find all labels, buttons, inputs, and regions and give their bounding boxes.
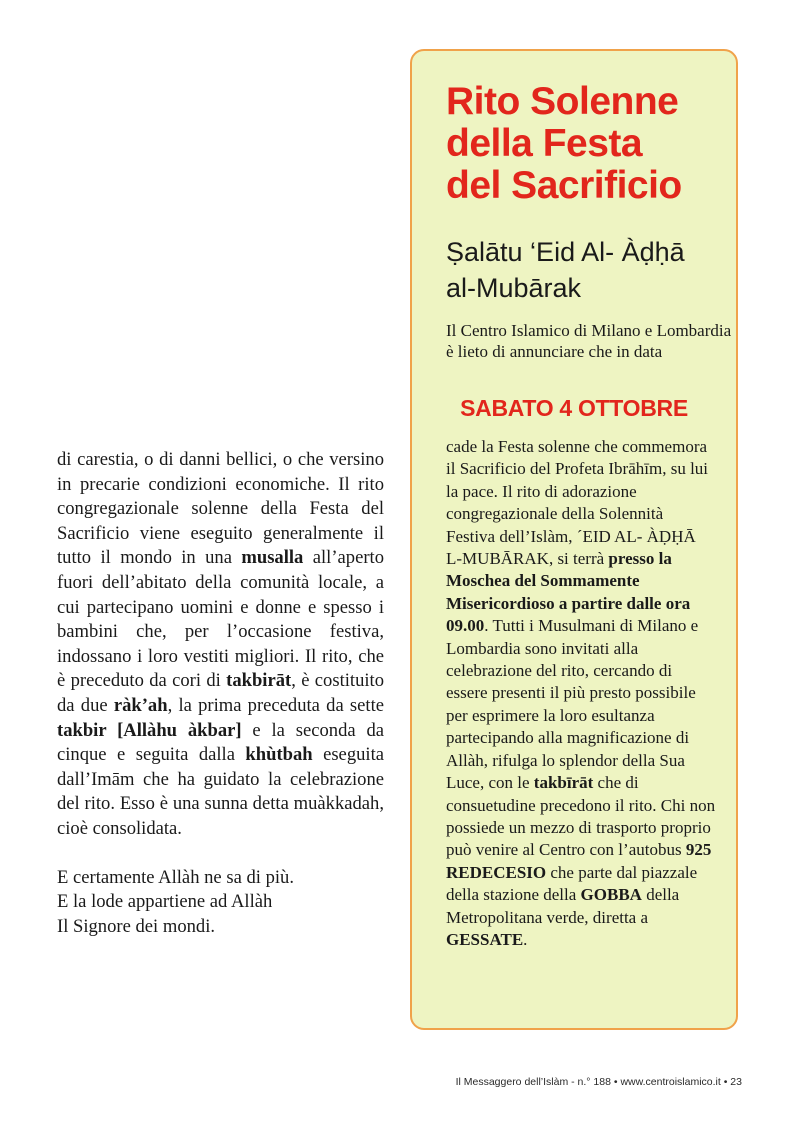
announcement-date: SABATO 4 OTTOBRE bbox=[460, 395, 688, 421]
announcement-intro: Il Centro Islamico di Milano e Lombardia è lieto di annunciare che in data bbox=[446, 321, 732, 361]
page-footer: Il Messaggero dell’Islàm - n.° 188 • www.centroislamico.it • 23 bbox=[455, 1076, 742, 1088]
closing-line-3: Il Signore dei mondi. bbox=[57, 915, 216, 937]
article-paragraph: di carestia, o di danni bellici, o che versino in precarie condizioni economiche. Il rito congregazionale solenne della Festa del Sacrificio viene eseguito generalmente il tutto il mondo in una musalla all’aperto fuori dell’abitato della comunità locale, a cui partecipano uomini e donne e spesso i bambini che, per l’occasione festiva, indossano i loro vestiti migliori. Il rito, che è preceduto da cori di takbirāt, è costituito da due ràk’ah, la prima preceduta da sette takbir [Allàhu àkbar] e la seconda da cinque e seguita dalla khùtbah eseguita dall’Imām che ha guidato la celebrazione del rito. Esso è una sunna detta muàkkadah, cioè consolidata. bbox=[57, 449, 385, 839]
closing-line-1: E certamente Allàh ne sa di più. bbox=[57, 866, 294, 888]
announcement-body: cade la Festa solenne che commemora il Sacrificio del Profeta Ibrāhīm, su lui la pace. Il rito di adorazione congregazionale della Solennità Festiva dell’Islàm, ´EID AL- ÀḌḤĀ L-MUBĀRAK, si terrà presso la Moschea del Sommamente Misericordioso a partire dalle ora 09.00. Tutti i Musulmani di Milano e Lombardia sono invitati alla celebrazione del rito, cercando di essere presenti il più presto possibile per esprimere la loro esultanza partecipando alla magnificazione di Allàh, rifulga lo splendor della Sua Luce, con le takbīrāt che di consuetudine precedono il rito. Chi non possiede un mezzo di trasporto proprio può venire al Centro con l’autobus 925 REDECESIO che parte dal piazzale della stazione della GOBBA della Metropolitana verde, diretta a GESSATE. bbox=[446, 437, 716, 949]
announcement-subtitle: Ṣalātu ‘Eid Al- Àḍḥā al-Mubārak bbox=[446, 237, 685, 303]
closing-line-2: E la lode appartiene ad Allàh bbox=[57, 891, 273, 913]
article-column bbox=[57, 448, 384, 939]
announcement-box bbox=[410, 49, 738, 1030]
announcement-title: Rito Solenne della Festa del Sacrificio bbox=[446, 80, 682, 207]
closing-formula bbox=[57, 866, 384, 940]
